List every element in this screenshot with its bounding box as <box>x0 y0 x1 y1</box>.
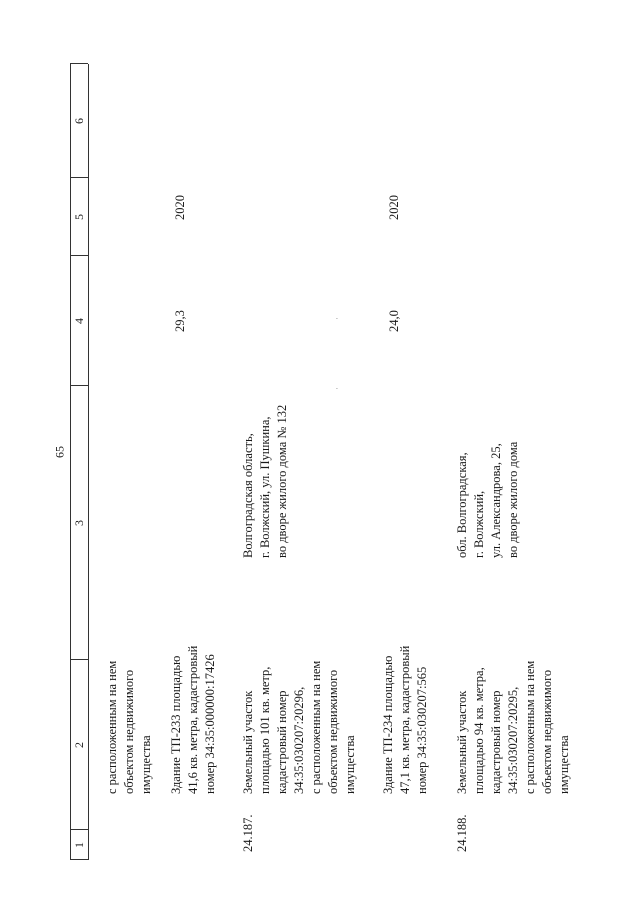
row-24187-address: Волгоградская область, г. Волжский, ул. Пушкина, во дворе жилого дома № 132 <box>241 404 289 558</box>
header-bottom-border <box>88 64 89 860</box>
building-233-description: Здание ТП-233 площадью 41,6 кв. метра, кадастровый номер 34:35:000000:17426 <box>169 645 217 794</box>
header-col-3: 3 <box>72 520 86 526</box>
building-233-year: 2020 <box>173 195 187 220</box>
scan-mark: · <box>332 387 342 390</box>
header-col-4: 4 <box>72 318 86 324</box>
row-24187-description: Земельный участок площадью 101 кв. метр, кадастровый номер 34:35:030207:20296, с расположенным на нем объектом недвижимого имущества <box>241 660 357 794</box>
page-number: 65 <box>52 446 67 458</box>
row-24188-number: 24.188. <box>455 814 469 852</box>
row-24188-address: обл. Волгоградская, г. Волжский, ул. Александрова, 25, во дворе жилого дома <box>455 441 520 558</box>
row-24188-description: Земельный участок площадью 94 кв. метра, кадастровый номер 34:35:030207:20295, с расположенным на нем объектом недвижимого имущества <box>455 660 571 794</box>
header-col-6: 6 <box>72 118 86 124</box>
header-col-2: 2 <box>72 742 86 748</box>
building-234-year: 2020 <box>387 195 401 220</box>
building-233-area: 29,3 <box>173 310 187 332</box>
scan-mark: · <box>332 317 342 320</box>
building-234-description: Здание ТП-234 площадью 47,1 кв. метра, кадастровый номер 34:35:030207:565 <box>381 645 429 794</box>
building-234-area: 24,0 <box>387 310 401 332</box>
continuation-text: с расположенным на нем объектом недвижимого имущества <box>105 660 153 794</box>
header-col-1: 1 <box>72 842 86 848</box>
header-col-5: 5 <box>72 214 86 220</box>
rotated-table <box>70 64 571 860</box>
row-24187-number: 24.187. <box>241 814 255 852</box>
